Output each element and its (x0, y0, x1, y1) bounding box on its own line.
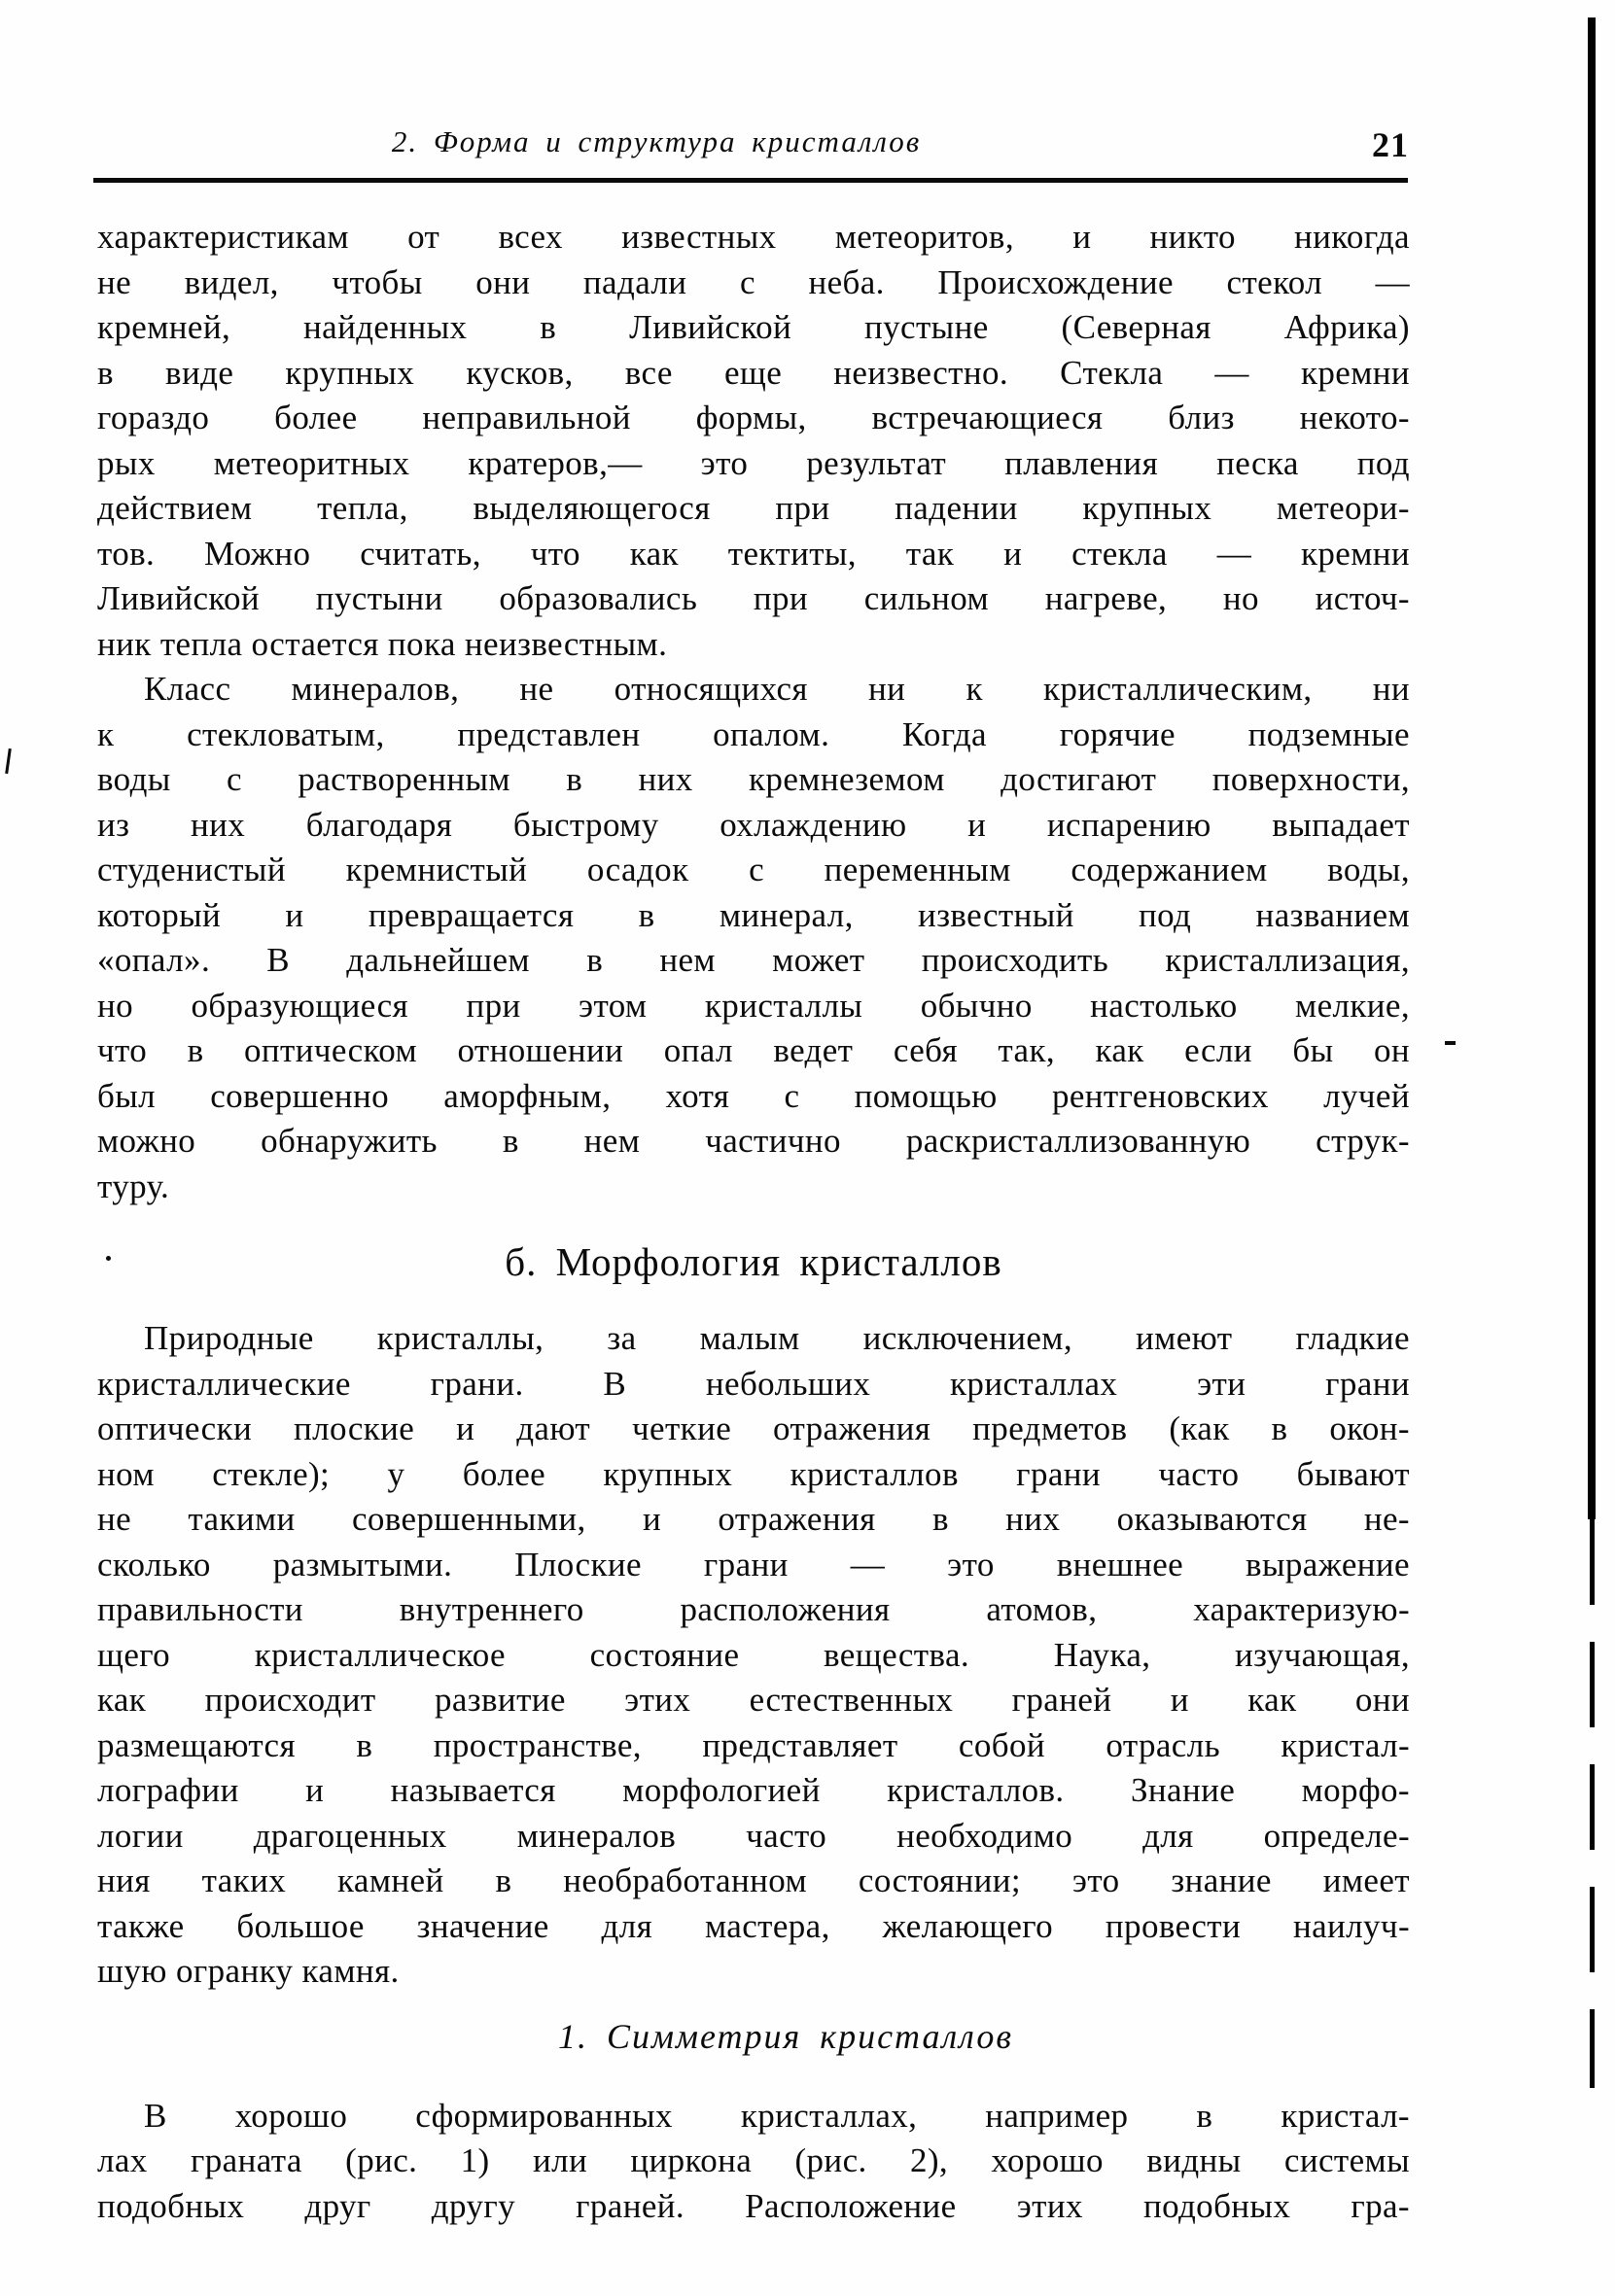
text-line: сколько размытыми. Плоские грани — это внешнее выражение (97, 1545, 1410, 1583)
text-line: действием тепла, выделяющегося при падении крупных метеори- (97, 489, 1410, 527)
section-heading: б. Морфология кристаллов (505, 1239, 1002, 1284)
text-line: можно обнаружить в нем частично раскристаллизованную струк- (97, 1122, 1410, 1160)
scan-edge-artifact-broken (1590, 1519, 1595, 2088)
text-line: логии драгоценных минералов часто необходимо для определе- (97, 1816, 1410, 1855)
text-line: но образующиеся при этом кристаллы обычно настолько мелкие, (97, 986, 1410, 1025)
text-line: Класс минералов, не относящихся ни к кристаллическим, ни (144, 670, 1410, 708)
paragraph (97, 2094, 1410, 2230)
text-line: рых метеоритных кратеров,— это результат плавления песка под (97, 443, 1410, 482)
text-line: кремней, найденных в Ливийской пустыне (Северная Африка) (97, 308, 1410, 346)
text-line: ния таких камней в необработанном состоянии; это знание имеет (97, 1861, 1410, 1899)
text-line: как происходит развитие этих естественных граней и как они (97, 1681, 1410, 1719)
text-line: студенистый кремнистый осадок с переменным содержанием воды, (97, 851, 1410, 888)
text-line: не такими совершенными, и отражения в них оказываются не- (97, 1500, 1410, 1538)
text-line: к стекловатым, представлен опалом. Когда горячие подземные (97, 714, 1410, 753)
text-line: Природные кристаллы, за малым исключением, имеют гладкие (144, 1319, 1410, 1357)
text-line: тов. Можно считать, что как тектиты, так и стекла — кремни (97, 534, 1410, 573)
paragraph (97, 667, 1410, 1209)
text-line: В хорошо сформированных кристаллах, например в кристал- (144, 2096, 1410, 2135)
text-line: гораздо более неправильной формы, встречающиеся близ некото- (97, 399, 1410, 436)
text-line: лах граната (рис. 1) или циркона (рис. 2), хорошо видны системы (97, 2141, 1410, 2179)
text-line: который и превращается в минерал, известный под названием (97, 895, 1410, 934)
text-line: не видел, чтобы они падали с неба. Происхождение стекол — (97, 262, 1410, 301)
scan-speck (106, 1256, 111, 1261)
text-line: щего кристаллическое состояние вещества. Наука, изучающая, (97, 1635, 1410, 1674)
scan-speck (1445, 1041, 1456, 1045)
running-head-title: 2. Форма и структура кристаллов (391, 124, 922, 158)
text-line: шую огранку камня. (97, 1952, 400, 1990)
text-line: «опал». В дальнейшем в нем может происходить кристаллизация, (97, 941, 1410, 979)
text-line: туру. (97, 1166, 170, 1205)
text-line: ник тепла остается пока неизвестным. (97, 624, 668, 663)
text-line: правильности внутреннего расположения атомов, характеризую- (97, 1590, 1410, 1628)
text-line: из них благодаря быстрому охлаждению и испарению выпадает (97, 805, 1410, 844)
page-number: 21 (1372, 125, 1409, 164)
scan-speck (5, 748, 12, 774)
text-line: воды с растворенным в них кремнеземом достигают поверхности, (97, 760, 1410, 798)
text-line: кристаллические грани. В небольших кристаллах эти грани (97, 1364, 1410, 1403)
paragraph (97, 1316, 1410, 1995)
text-line: в виде крупных кусков, все еще неизвестно. Стекла — кремни (97, 353, 1410, 392)
text-line: характеристикам от всех известных метеоритов, и никто никогда (97, 218, 1410, 256)
text-line: Ливийской пустыни образовались при сильном нагреве, но источ- (97, 579, 1410, 617)
text-line: лографии и называется морфологией кристаллов. Знание морфо- (97, 1771, 1410, 1809)
text-line: также большое значение для мастера, желающего провести наилуч- (97, 1906, 1410, 1945)
text-line: что в оптическом отношении опал ведет себя так, как если бы он (97, 1031, 1410, 1069)
text-line: был совершенно аморфным, хотя с помощью рентгеновских лучей (97, 1076, 1410, 1115)
subsection-heading: 1. Симметрия кристаллов (558, 2016, 1013, 2056)
text-line: размещаются в пространстве, представляет собой отрасль кристал- (97, 1725, 1410, 1764)
paragraph (97, 215, 1410, 667)
header-rule (93, 178, 1408, 183)
text-line: подобных друг другу граней. Расположение этих подобных гра- (97, 2186, 1410, 2225)
text-block (97, 215, 1410, 2229)
scan-edge-artifact (1588, 17, 1596, 1519)
text-line: ном стекле); у более крупных кристаллов грани часто бывают (97, 1454, 1410, 1493)
text-line: оптически плоские и дают четкие отражения предметов (как в окон- (97, 1409, 1410, 1447)
